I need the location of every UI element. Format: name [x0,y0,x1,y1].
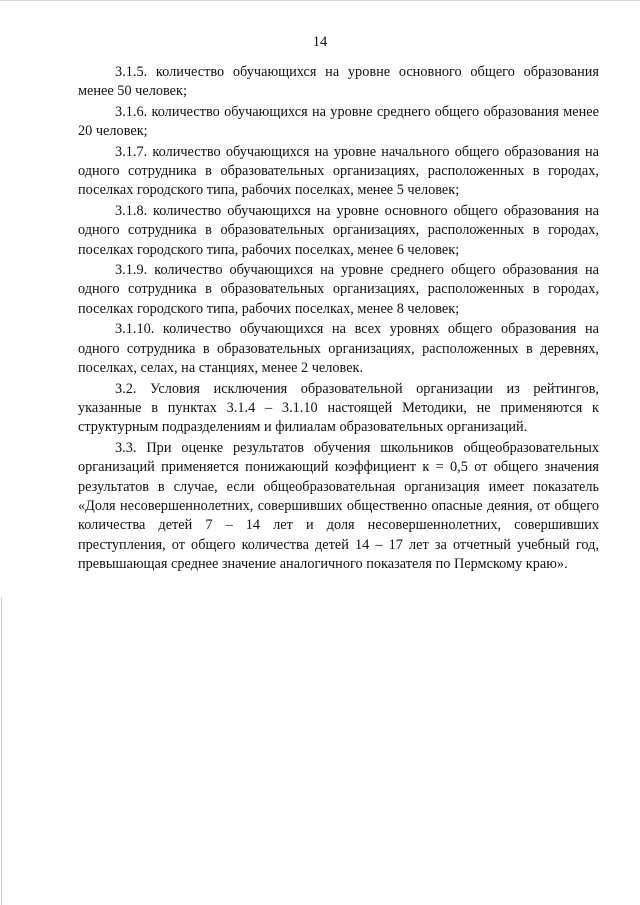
page-number: 14 [312,34,328,50]
paragraph-3-1-6: 3.1.6. количество обучающихся на уровне среднего общего образования менее 20 человек; [78,103,599,140]
paragraph-3-1-9: 3.1.9. количество обучающихся на уровне среднего общего образования на одного сотрудника в образовательных организациях, расположенных в городах, поселках городского типа, рабочих поселках, менее 8 человек; [78,262,599,317]
paragraph-3-1-7: 3.1.7. количество обучающихся на уровне начального общего образования на одного сотрудника в образовательных организациях, расположенных в городах, поселках городского типа, рабочих поселках, менее 5 человек; [78,143,599,199]
scan-edge-top [0,0,640,1]
paragraph-3-1-10: 3.1.10. количество обучающихся на всех уровнях общего образования на одного сотрудника в образовательных организациях, расположенных в деревнях, поселках, селах, на станциях, менее 2 человек. [78,321,599,377]
paragraph-3-2: 3.2. Условия исключения образовательной организации из рейтингов, указанные в пунктах 3.1.4 – 3.1.10 настоящей Методики, не применяются к структурным подразделениям и филиалам образовательных организаций. [78,380,599,436]
scan-edge-left [1,598,2,905]
paragraph-3-1-5: 3.1.5. количество обучающихся на уровне основного общего образования менее 50 человек; [78,64,599,100]
paragraph-3-1-8: 3.1.8. количество обучающихся на уровне основного общего образования на одного сотрудника в образовательных организациях, расположенных в городах, поселках городского типа, рабочих поселках, менее 6 человек; [78,202,599,258]
paragraph-3-3: 3.3. При оценке результатов обучения школьников общеобразовательных организаций применяется понижающий коэффициент к = 0,5 от общего значения результатов в случае, если общеобразовательная организация имеет показатель «Доля несовершеннолетних, совершивших общественно опасные деяния, от общего количества детей 7 – 14 лет и доля несовершеннолетних, совершивших преступления, от общего количества детей 14 – 17 лет за отчетный учебный год, превышающая среднее значение аналогичного показателя по Пермскому краю». [78,439,599,573]
document-body [78,63,599,576]
